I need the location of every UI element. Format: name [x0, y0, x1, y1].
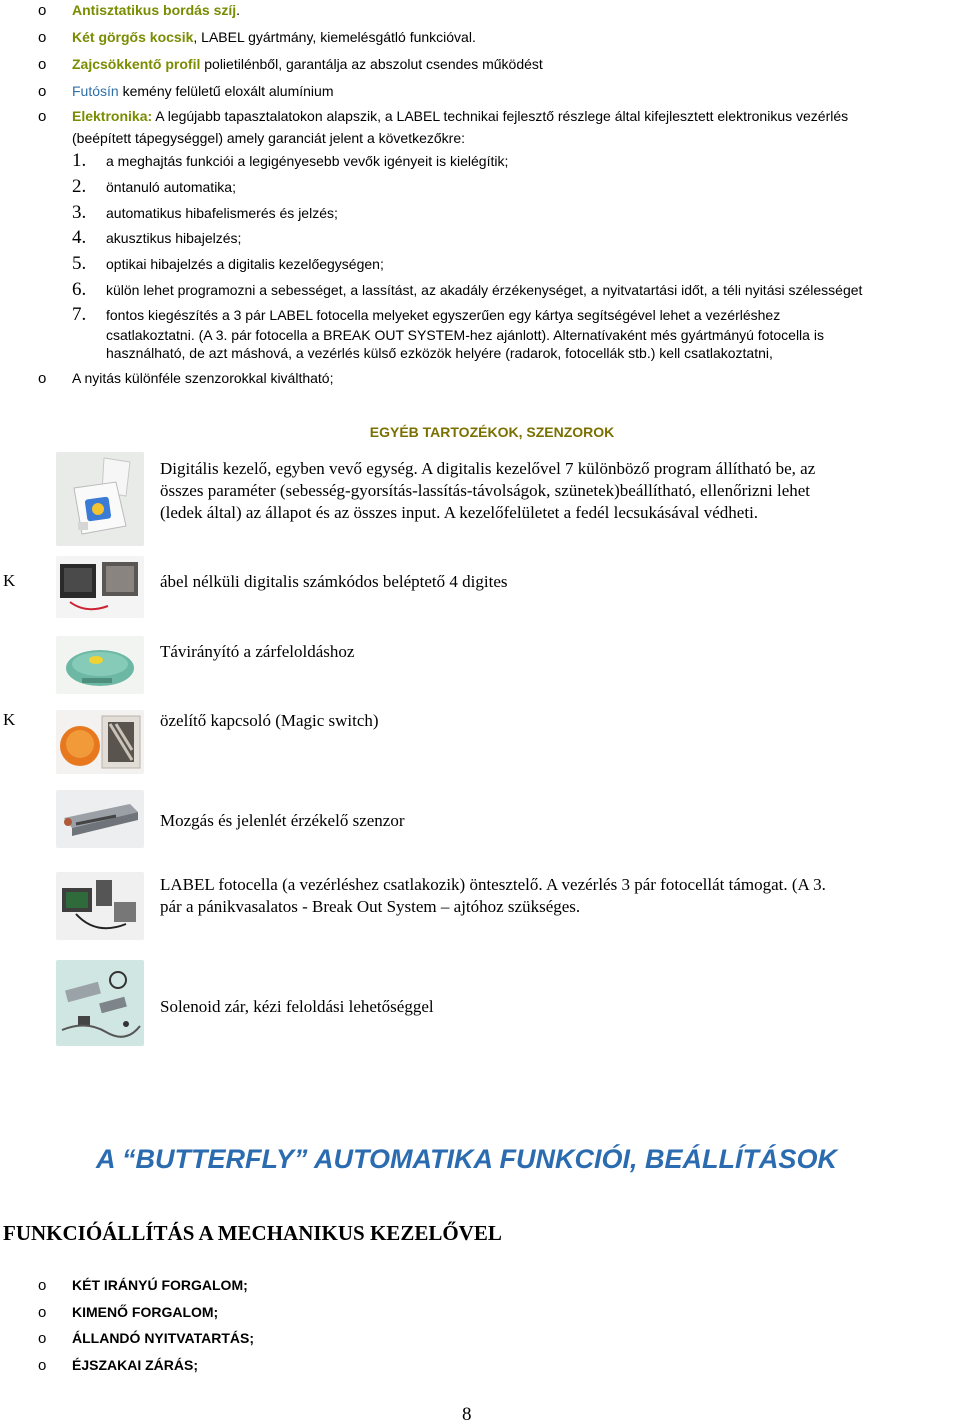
feature-lead: Két görgős kocsik: [72, 29, 194, 45]
accessory-prefix: K: [3, 710, 16, 729]
feature-item: [38, 55, 543, 74]
feature-lead: Futósín: [72, 83, 119, 99]
accessory-text: LABEL fotocella (a vezérléshez csatlakozik) öntesztelő. A vezérlés 3 pár fotocellát támogat. (A 3.: [160, 875, 826, 894]
numbered-item: [72, 306, 780, 324]
numbered-item: [72, 255, 384, 273]
item-number: 4.: [72, 227, 87, 248]
feature-item: [38, 1, 240, 20]
accessory-text: Digitális kezelő, egyben vevő egység. A digitalis kezelővel 7 különböző program állítható be, az: [160, 459, 816, 478]
remote-photo: [56, 636, 144, 694]
accessory-text: ábel nélküli digitalis számkódos beléptető 4 digites: [160, 572, 508, 591]
digital-controller-photo: [56, 452, 144, 546]
electronics-continuation: (beépített tápegységgel) amely garanciát jelent a következőkre:: [72, 130, 466, 146]
function-item: [38, 1304, 218, 1321]
feature-lead: Antisztatikus bordás szíj: [72, 2, 237, 18]
accessory-text: pár a pánikvasalatos - Break Out System – ajtóhoz szükséges.: [160, 897, 581, 916]
item-number: 6.: [72, 279, 87, 300]
solenoid-lock-photo: [56, 960, 144, 1046]
feature-text: , LABEL gyártmány, kiemelésgátló funkcióval.: [193, 29, 476, 45]
item-number: 5.: [72, 253, 87, 274]
accessory-text: Mozgás és jelenlét érzékelő szenzor: [160, 811, 405, 830]
item-number: 7.: [72, 304, 87, 325]
bullet-marker: o: [38, 1357, 47, 1374]
accessories-title: EGYÉB TARTOZÉKOK, SZENZOROK: [369, 424, 615, 440]
feature-item: [38, 82, 333, 101]
item-number: 3.: [72, 202, 87, 223]
numbered-item: [72, 229, 241, 247]
feature-item: [38, 28, 476, 47]
item-text: öntanuló automatika;: [106, 179, 236, 195]
function-text: ÁLLANDÓ NYITVATARTÁS;: [72, 1330, 254, 1346]
section-title: A “BUTTERFLY” AUTOMATIKA FUNKCIÓI, BEÁLLÍTÁSOK: [96, 1144, 837, 1174]
accessory-prefix: K: [3, 571, 16, 590]
accessory-text: (ledek által) az állapot és az összes input. A kezelőfelületet a fedél lecsukásával védheti.: [160, 503, 759, 522]
bullet-marker: o: [38, 2, 47, 19]
subsection-title: FUNKCIÓÁLLÍTÁS A MECHANIKUS KEZELŐVEL: [3, 1221, 502, 1245]
feature-item: [38, 107, 848, 126]
function-text: KIMENŐ FORGALOM;: [72, 1304, 219, 1320]
item-text: optikai hibajelzés a digitalis kezelőegységen;: [106, 256, 384, 272]
feature-text: .: [236, 2, 241, 18]
sensor-bullet: [38, 369, 333, 388]
feature-text: A legújabb tapasztalatokon alapszik, a LABEL technikai fejlesztő részlege által kifejlesztett elektronikus vezérlés: [152, 108, 849, 124]
page-number: 8: [462, 1404, 472, 1425]
accessory-text: összes paraméter (sebesség-gyorsítás-lassítás-távolságok, szünetek)beállítható, ellenőrizni lehet: [160, 481, 811, 500]
bullet-marker: o: [38, 56, 47, 73]
feature-lead: Zajcsökkentő profil: [72, 56, 201, 72]
item-number: 1.: [72, 150, 87, 171]
item7-continuation: csatlakoztatni. (A 3. pár fotocella a BREAK OUT SYSTEM-hez ajánlott). Alternatívaként més gyártmányú fotocella is: [106, 327, 824, 343]
feature-lead: Elektronika:: [72, 108, 153, 124]
function-text: KÉT IRÁNYÚ FORGALOM;: [72, 1277, 248, 1293]
item-text: a meghajtás funkciói a legigényesebb vevők igényeit is kielégítik;: [106, 153, 509, 169]
bullet-marker: o: [38, 108, 47, 125]
bullet-marker: o: [38, 1304, 47, 1321]
photocell-photo: [56, 872, 144, 940]
accessory-text: özelítő kapcsoló (Magic switch): [160, 711, 379, 730]
sensor-bullet-text: A nyitás különféle szenzorokkal kiváltható;: [72, 370, 334, 386]
item-text: fontos kiegészítés a 3 pár LABEL fotocella melyeket egyszerűen egy kártya segítségével lehet a vezérléshez: [106, 307, 781, 323]
bullet-marker: o: [38, 370, 47, 387]
motion-sensor-photo: [56, 790, 144, 848]
function-text: ÉJSZAKAI ZÁRÁS;: [72, 1357, 199, 1373]
item-text: automatikus hibafelismerés és jelzés;: [106, 205, 338, 221]
numbered-item: [72, 204, 338, 222]
bullet-marker: o: [38, 83, 47, 100]
magic-switch-photo: [56, 710, 144, 774]
feature-text: polietilénből, garantálja az abszolut csendes működést: [200, 56, 543, 72]
bullet-marker: o: [38, 1330, 47, 1347]
bullet-marker: o: [38, 29, 47, 46]
accessory-text: Solenoid zár, kézi feloldási lehetőséggel: [160, 997, 434, 1016]
item-text: külön lehet programozni a sebességet, a lassítást, az akadály érzékenységet, a nyitvatartási időt, a téli nyitási szélességet: [106, 282, 863, 298]
keypad-photo: [56, 556, 144, 618]
numbered-item: [72, 178, 236, 196]
bullet-marker: o: [38, 1277, 47, 1294]
numbered-item: [72, 281, 862, 299]
function-item: [38, 1277, 248, 1294]
function-item: [38, 1357, 198, 1374]
numbered-item: [72, 152, 508, 170]
item-text: akusztikus hibajelzés;: [106, 230, 242, 246]
accessory-text: Távirányító a zárfeloldáshoz: [160, 642, 355, 661]
function-item: [38, 1330, 254, 1347]
feature-text: kemény felületű eloxált alumínium: [118, 83, 334, 99]
item7-continuation: használható, de azt máshová, a vezérlés külső ezközök helyére (radarok, fotocellák stb.) kell csatlakoztatni,: [106, 345, 773, 361]
item-number: 2.: [72, 176, 87, 197]
